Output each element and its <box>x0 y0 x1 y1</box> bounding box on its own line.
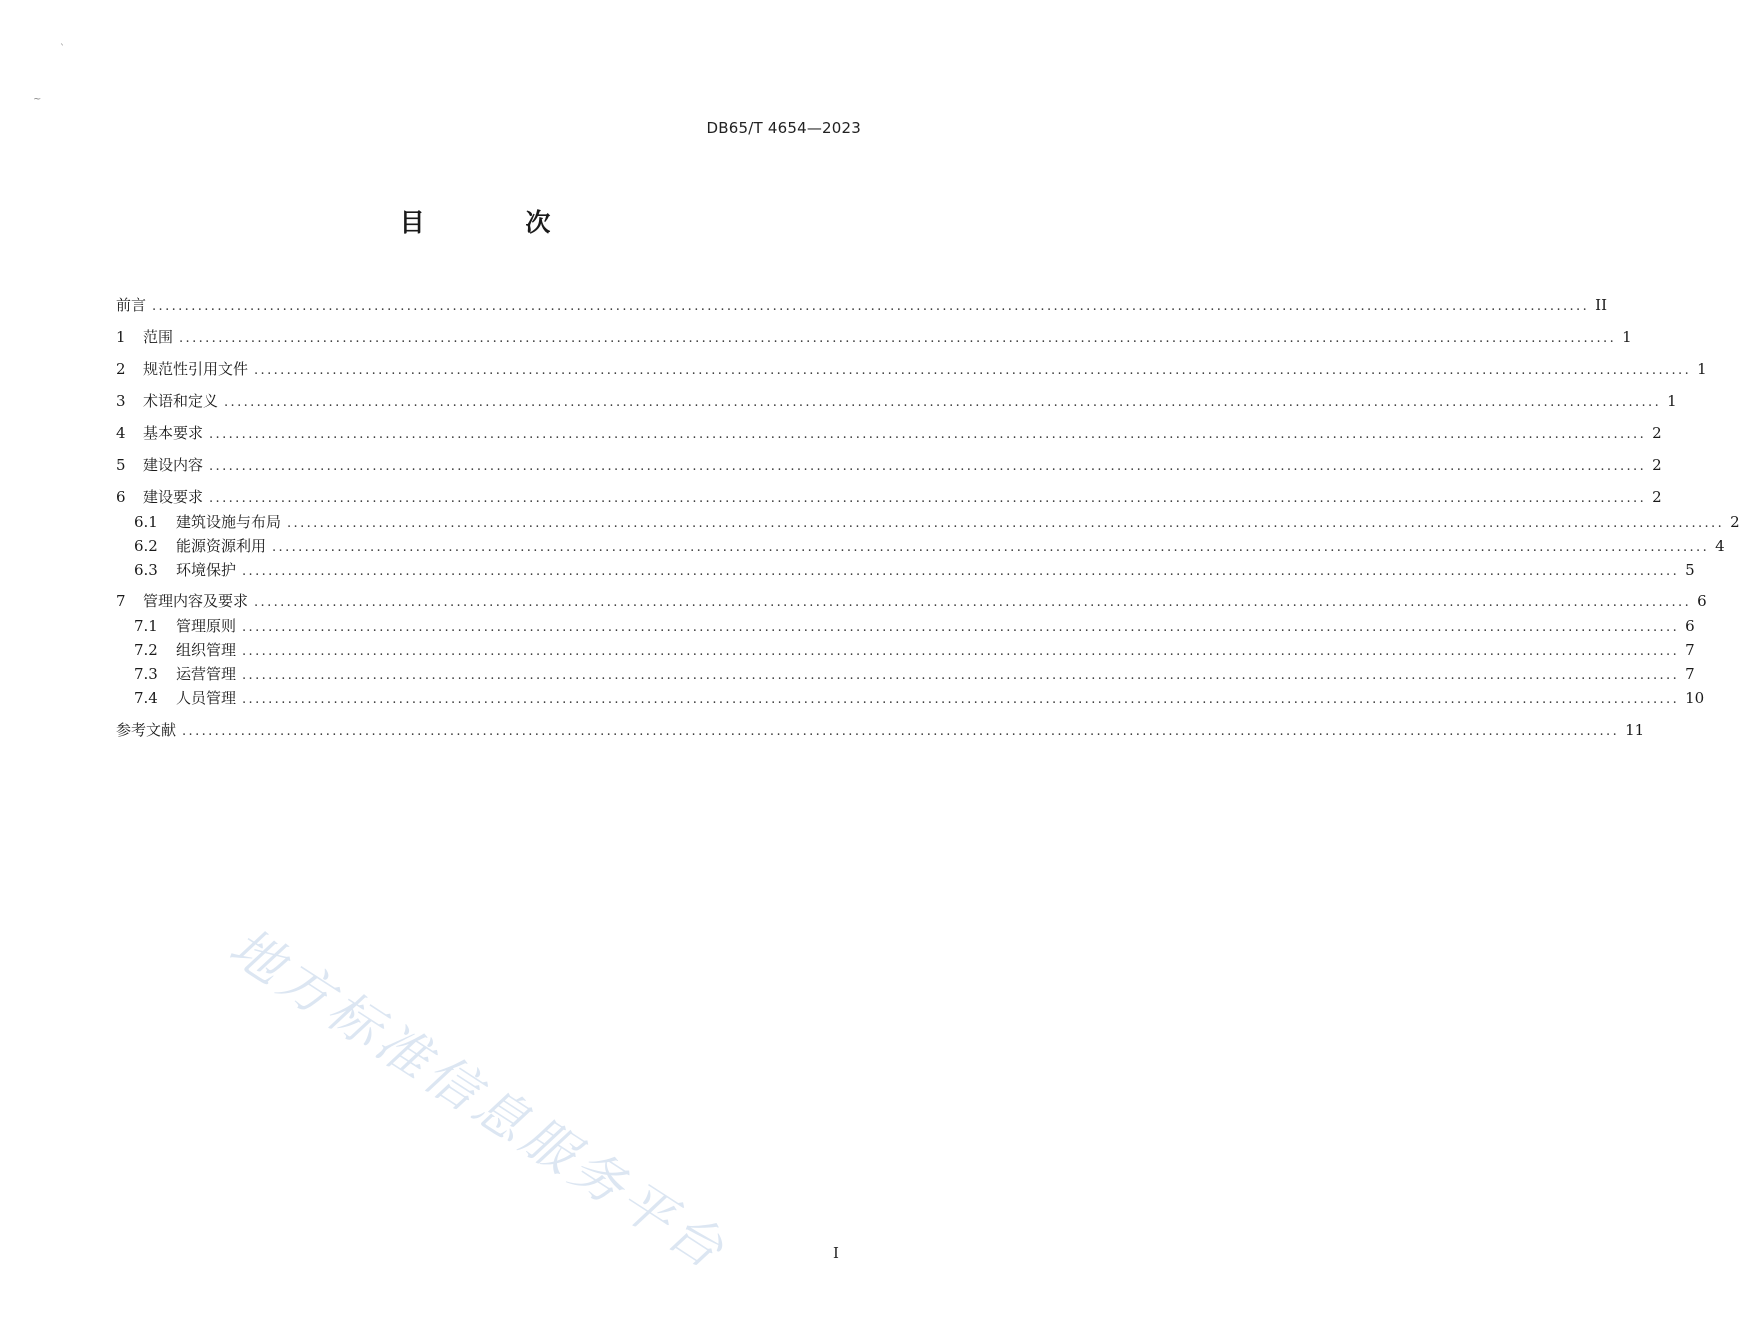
toc-entry-label: 基本要求 <box>143 424 204 442</box>
standard-code: DB65/T 4654—2023 <box>706 119 861 137</box>
toc-leader-dots: ............................................................................................................................................................................................................................ <box>209 491 1647 506</box>
toc-entry[interactable] <box>116 719 1645 741</box>
toc-entry-page: 7 <box>1685 665 1695 683</box>
toc-leader-dots: ............................................................................................................................................................................................................................ <box>242 644 1680 659</box>
toc-leader-dots: ............................................................................................................................................................................................................................ <box>152 299 1590 314</box>
toc-entry[interactable] <box>134 663 1695 685</box>
toc-entry-number: 4 <box>116 424 126 442</box>
toc-entry[interactable] <box>134 687 1705 709</box>
toc-entry-label: 范围 <box>143 328 174 346</box>
toc-entry-label: 管理原则 <box>176 617 237 635</box>
toc-entry-number: 6.2 <box>134 537 158 555</box>
toc-entry[interactable] <box>116 390 1677 412</box>
toc-leader-dots: ............................................................................................................................................................................................................................ <box>179 331 1617 346</box>
toc-entry-number: 6.3 <box>134 561 158 579</box>
toc-entry-label: 规范性引用文件 <box>143 360 249 378</box>
toc-entry-label: 建筑设施与布局 <box>176 513 282 531</box>
toc-entry-label: 建设要求 <box>143 488 204 506</box>
toc-entry-label: 管理内容及要求 <box>143 592 249 610</box>
toc-entry-number: 7.2 <box>134 641 158 659</box>
toc-leader-dots: ............................................................................................................................................................................................................................ <box>254 363 1692 378</box>
toc-entry-page: 1 <box>1667 392 1677 410</box>
scan-speck: ` <box>60 44 65 55</box>
toc-leader-dots: ............................................................................................................................................................................................................................ <box>209 427 1647 442</box>
toc-entry-label: 人员管理 <box>176 689 237 707</box>
toc-entry-label: 建设内容 <box>143 456 204 474</box>
toc-entry[interactable] <box>134 615 1695 637</box>
toc-entry-number: 7.3 <box>134 665 158 683</box>
toc-entry-page: 2 <box>1652 456 1662 474</box>
toc-leader-dots: ............................................................................................................................................................................................................................ <box>242 692 1680 707</box>
toc-entry-number: 6.1 <box>134 513 158 531</box>
toc-leader-dots: ............................................................................................................................................................................................................................ <box>242 564 1680 579</box>
toc-entry-number: 7.1 <box>134 617 158 635</box>
toc-entry[interactable] <box>116 294 1607 316</box>
toc-leader-dots: ............................................................................................................................................................................................................................ <box>272 540 1710 555</box>
toc-entry-label: 能源资源利用 <box>176 537 267 555</box>
toc-leader-dots: ............................................................................................................................................................................................................................ <box>224 395 1662 410</box>
toc-entry[interactable] <box>116 590 1707 612</box>
toc-entry[interactable] <box>116 326 1632 348</box>
toc-leader-dots: ............................................................................................................................................................................................................................ <box>182 724 1620 739</box>
toc-entry-page: 2 <box>1652 488 1662 506</box>
toc-entry[interactable] <box>134 559 1695 581</box>
page-number: I <box>833 1244 839 1262</box>
toc-entry-page: 7 <box>1685 641 1695 659</box>
toc-entry-number: 2 <box>116 360 126 378</box>
toc-entry-page: II <box>1595 296 1607 314</box>
toc-entry[interactable] <box>116 422 1662 444</box>
scan-speck: ~ <box>33 94 42 105</box>
toc-entry[interactable] <box>116 358 1707 380</box>
toc-entry-page: 6 <box>1685 617 1695 635</box>
toc-entry-page: 4 <box>1715 537 1725 555</box>
toc-entry-label: 参考文献 <box>116 721 177 739</box>
toc-entry-page: 11 <box>1625 721 1645 739</box>
toc-entry-number: 3 <box>116 392 126 410</box>
toc-leader-dots: ............................................................................................................................................................................................................................ <box>209 459 1647 474</box>
toc-entry[interactable] <box>134 535 1725 557</box>
toc-entry-label: 前言 <box>116 296 147 314</box>
toc-entry-page: 6 <box>1697 592 1707 610</box>
toc-entry-label: 运营管理 <box>176 665 237 683</box>
toc-entry[interactable] <box>134 639 1695 661</box>
toc-entry-page: 2 <box>1652 424 1662 442</box>
toc-entry[interactable] <box>134 511 1740 533</box>
toc-entry-number: 5 <box>116 456 126 474</box>
toc-entry-number: 6 <box>116 488 126 506</box>
toc-entry[interactable] <box>116 486 1662 508</box>
toc-entry-page: 1 <box>1697 360 1707 378</box>
toc-entry-page: 2 <box>1730 513 1740 531</box>
toc-entry-page: 10 <box>1685 689 1705 707</box>
toc-entry-number: 7.4 <box>134 689 158 707</box>
toc-entry-label: 环境保护 <box>176 561 237 579</box>
page-title: 目 次 <box>399 208 597 237</box>
toc-entry-number: 7 <box>116 592 126 610</box>
toc-leader-dots: ............................................................................................................................................................................................................................ <box>254 595 1692 610</box>
toc-entry-label: 术语和定义 <box>143 392 219 410</box>
watermark: 地方标准信息服务平台 <box>218 916 738 1284</box>
toc-entry-page: 1 <box>1622 328 1632 346</box>
toc-entry-label: 组织管理 <box>176 641 237 659</box>
toc-entry-number: 1 <box>116 328 126 346</box>
toc-leader-dots: ............................................................................................................................................................................................................................ <box>287 516 1725 531</box>
toc-entry[interactable] <box>116 454 1662 476</box>
toc-leader-dots: ............................................................................................................................................................................................................................ <box>242 668 1680 683</box>
toc-leader-dots: ............................................................................................................................................................................................................................ <box>242 620 1680 635</box>
toc-entry-page: 5 <box>1685 561 1695 579</box>
